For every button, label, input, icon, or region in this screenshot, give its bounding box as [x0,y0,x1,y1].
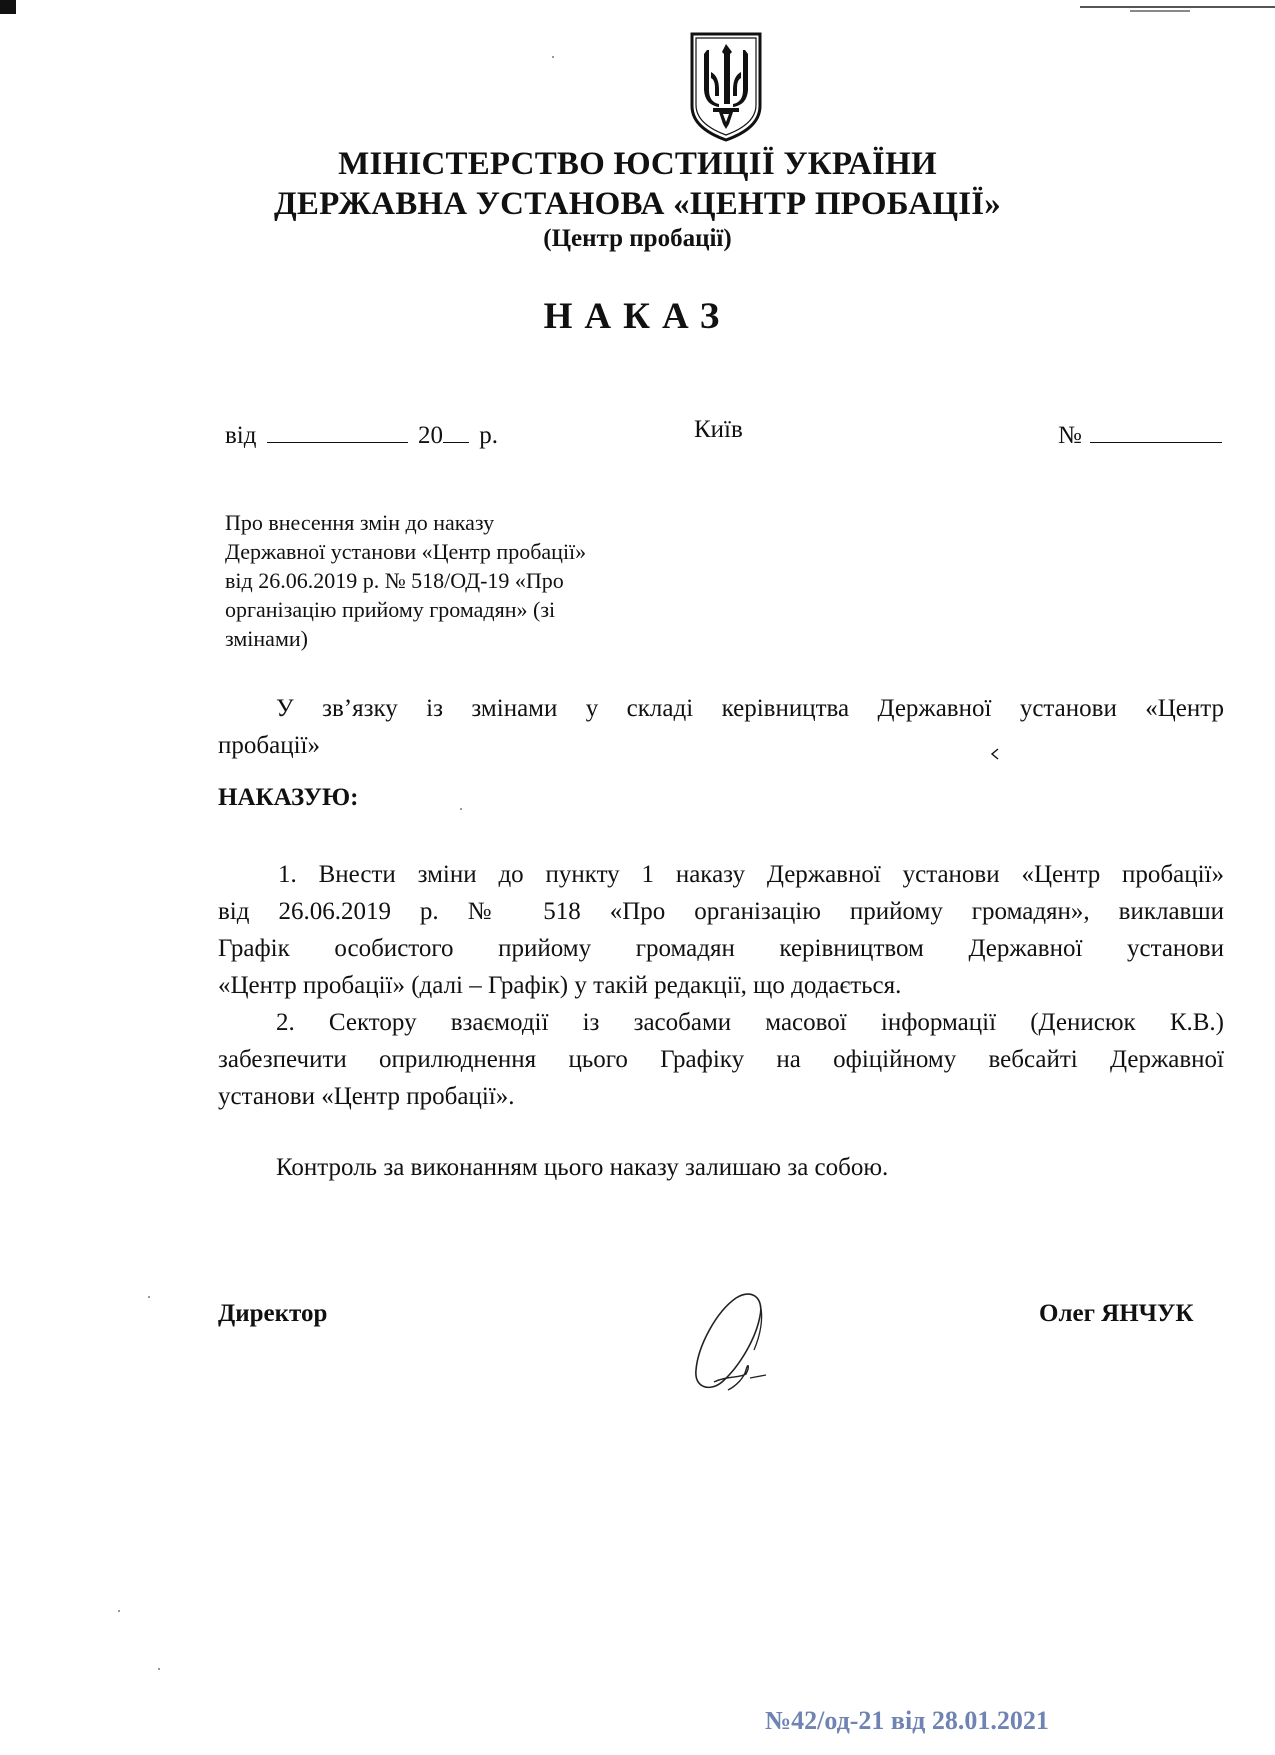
item1-line: від 26.06.2019 р. № 518 «Про організацію прийому громадян», виклавши [218,898,1224,925]
scan-edge-line [1130,10,1190,12]
number-blank [1090,416,1222,443]
date-blank [267,416,408,443]
institution-title: ДЕРЖАВНА УСТАНОВА «ЦЕНТР ПРОБАЦІЇ» [274,186,1001,222]
control-clause: Контроль за виконанням цього наказу залишаю за собою. [276,1154,889,1181]
order-city: Київ [694,416,743,443]
order-item-1 [218,856,1224,1004]
number-label: № [1058,422,1082,449]
item2-line: 2. Сектору взаємодії із засобами масової інформації (Денисюк К.В.) [276,1009,1224,1036]
intro-line: У зв’язку із змінами у складі керівництва Державної установи «Центр [276,695,1224,722]
scan-speck [118,1610,120,1612]
year-blank [443,416,469,443]
scan-speck [552,56,554,58]
scan-speck [158,1668,160,1670]
year-prefix: 20 [417,422,443,449]
order-subject [225,508,645,653]
subject-line: Державної установи «Центр пробації» [225,539,587,564]
scan-edge-line [1080,6,1275,8]
order-date-field [225,416,498,450]
ministry-title: МІНІСТЕРСТВО ЮСТИЦІЇ УКРАЇНИ [338,146,937,182]
item1-line: «Центр пробації» (далі – Графік) у такій редакції, що додається. [218,972,902,999]
registration-stamp: №42/од-21 від 28.01.2021 [765,1706,1049,1735]
subject-line: змінами) [225,626,308,651]
item2-line: забезпечити оприлюднення цього Графіку на офіційному вебсайті Державної [218,1046,1224,1073]
document-type-title: НАКАЗ [543,296,732,337]
subject-line: від 26.06.2019 р. № 518/ОД-19 «Про [225,568,564,593]
order-word: НАКАЗУЮ: [218,784,359,811]
item1-line: Графік особистого прийому громадян керівництвом Державної установи [218,935,1224,962]
signatory-name: Олег ЯНЧУК [1039,1300,1194,1327]
pen-mark [990,747,1000,761]
order-number-field [1058,416,1222,450]
scan-speck [460,808,462,810]
handwritten-signature [684,1278,802,1396]
signatory-title: Директор [218,1300,328,1327]
item1-line: 1. Внести зміни до пункту 1 наказу Державної установи «Центр пробації» [278,861,1224,888]
year-suffix: р. [479,422,498,449]
ukraine-trident-emblem-icon [689,32,763,142]
item2-line: установи «Центр пробації». [218,1083,515,1110]
subject-line: організацію прийому громадян» (зі [225,597,556,622]
date-from-label: від [225,422,257,449]
subject-line: Про внесення змін до наказу [225,510,495,535]
scan-edge-mark [0,0,16,14]
order-item-2 [218,1004,1224,1115]
institution-short-name: (Центр пробації) [543,225,732,252]
intro-paragraph [218,690,1224,764]
scan-speck [148,1296,150,1298]
intro-line: пробації» [218,732,320,759]
